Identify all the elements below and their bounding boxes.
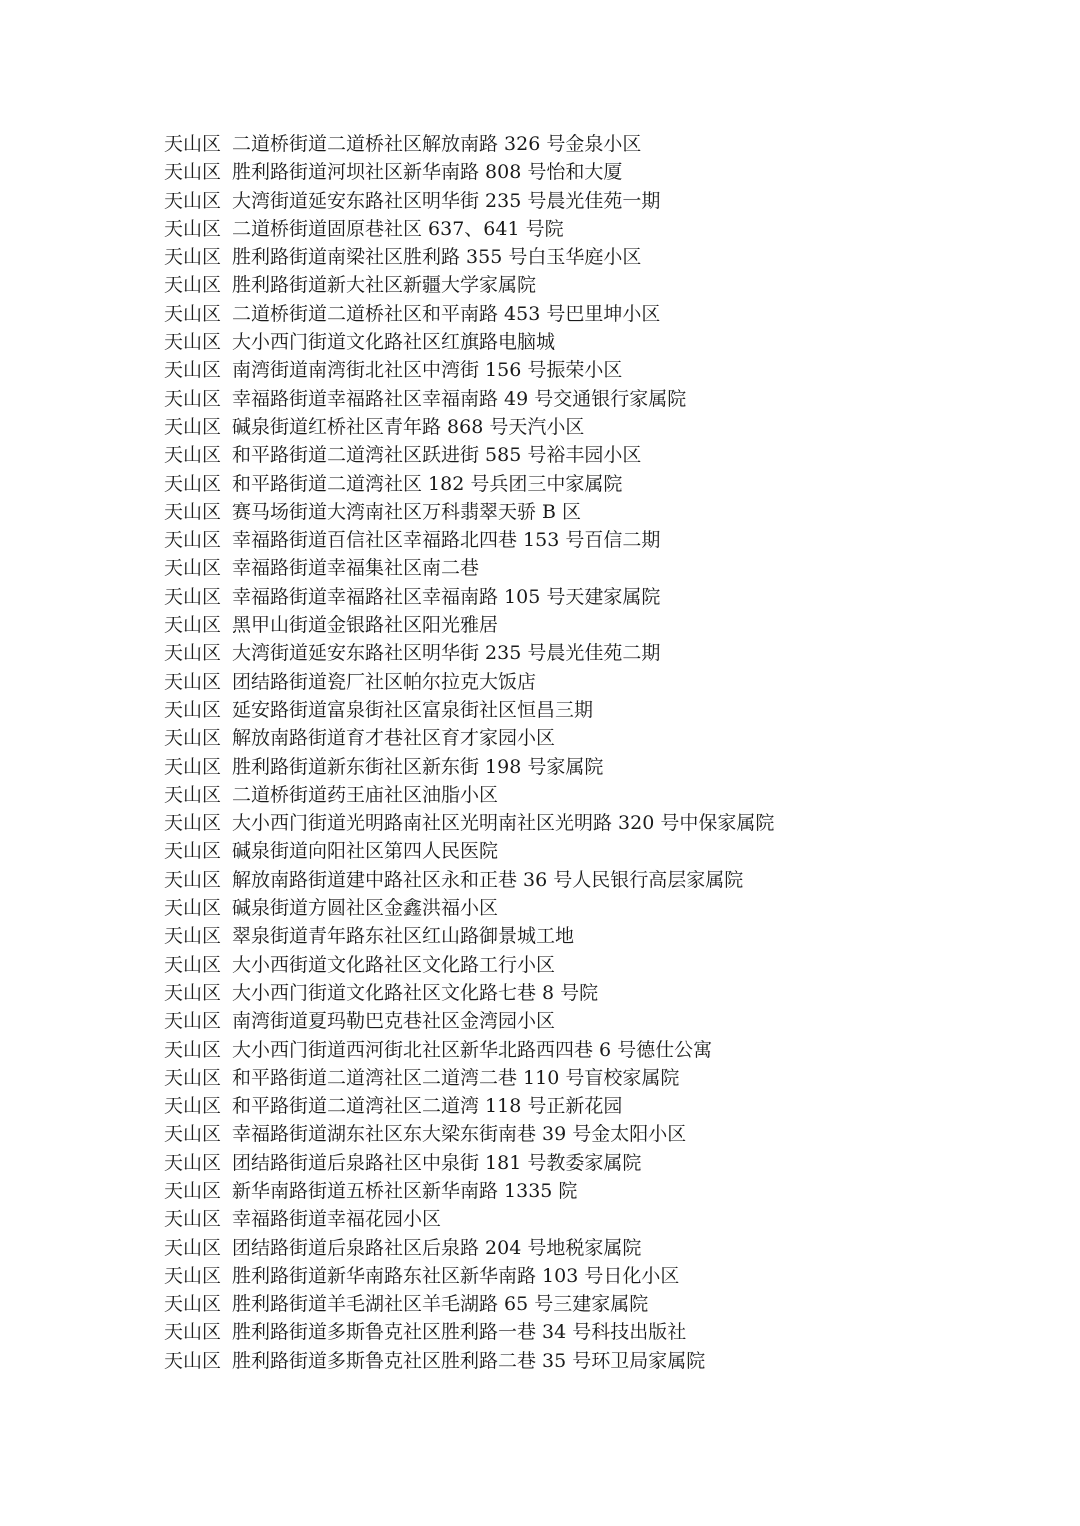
- location-text: 二道桥街道二道桥社区解放南路 326 号金泉小区: [232, 133, 642, 155]
- district-label: 天山区: [164, 642, 222, 665]
- district-label: 天山区: [164, 1151, 222, 1174]
- list-item: [164, 668, 774, 696]
- district-label: 天山区: [164, 755, 222, 778]
- list-item: [164, 356, 774, 384]
- list-item: [164, 837, 774, 865]
- district-label: 天山区: [164, 1066, 222, 1089]
- district-label: 天山区: [164, 1208, 222, 1231]
- district-label: 天山区: [164, 472, 222, 495]
- location-text: 幸福路街道幸福路社区幸福南路 105 号天建家属院: [232, 585, 661, 608]
- district-label: 天山区: [164, 1236, 222, 1259]
- district-label: 天山区: [164, 925, 222, 948]
- list-item: [164, 300, 774, 328]
- location-text: 解放南路街道建中路社区永和正巷 36 号人民银行高层家属院: [232, 868, 744, 891]
- location-text: 团结路街道瓷厂社区帕尔拉克大饭店: [232, 670, 537, 693]
- list-item: [164, 1290, 774, 1318]
- list-item: [164, 1177, 774, 1205]
- location-text: 黑甲山街道金银路社区阳光雅居: [232, 614, 499, 637]
- location-text: 新华南路街道五桥社区新华南路 1335 院: [232, 1179, 578, 1202]
- location-list: [164, 130, 774, 1375]
- district-label: 天山区: [164, 387, 222, 410]
- list-item: [164, 1347, 774, 1375]
- district-label: 天山区: [164, 783, 222, 806]
- location-text: 和平路街道二道湾社区 182 号兵团三中家属院: [232, 472, 623, 495]
- district-label: 天山区: [164, 897, 222, 920]
- location-text: 翠泉街道青年路东社区红山路御景城工地: [232, 925, 575, 948]
- list-item: [164, 583, 774, 611]
- location-text: 南湾街道南湾街北社区中湾街 156 号振荣小区: [232, 359, 623, 382]
- list-item: [164, 1234, 774, 1262]
- location-text: 胜利路街道南梁社区胜利路 355 号白玉华庭小区: [232, 246, 642, 269]
- location-text: 大小西门街道西河街北社区新华北路西四巷 6 号德仕公寓: [232, 1038, 713, 1061]
- list-item: [164, 1205, 774, 1233]
- district-label: 天山区: [164, 585, 222, 608]
- district-label: 天山区: [164, 217, 222, 240]
- district-label: 天山区: [164, 359, 222, 382]
- location-text: 大小西街道文化路社区文化路工行小区: [232, 953, 556, 976]
- location-text: 大湾街道延安东路社区明华街 235 号晨光佳苑二期: [232, 642, 661, 665]
- location-text: 解放南路街道育才巷社区育才家园小区: [232, 727, 556, 750]
- location-text: 二道桥街道药王庙社区油脂小区: [232, 783, 499, 806]
- district-label: 天山区: [164, 302, 222, 325]
- location-text: 幸福路街道幸福花园小区: [232, 1208, 442, 1231]
- location-text: 二道桥街道二道桥社区和平南路 453 号巴里坤小区: [232, 302, 661, 325]
- list-item: [164, 1036, 774, 1064]
- location-text: 延安路街道富泉街社区富泉街社区恒昌三期: [232, 698, 594, 721]
- district-label: 天山区: [164, 670, 222, 693]
- location-text: 胜利路街道河坝社区新华南路 808 号怡和大厦: [232, 161, 623, 184]
- location-text: 和平路街道二道湾社区二道湾 118 号正新花园: [232, 1095, 623, 1118]
- list-item: [164, 158, 774, 186]
- list-item: [164, 526, 774, 554]
- list-item: [164, 894, 774, 922]
- list-item: [164, 979, 774, 1007]
- list-item: [164, 1092, 774, 1120]
- location-text: 赛马场街道大湾南社区万科翡翠天骄 B 区: [232, 500, 582, 523]
- location-text: 幸福路街道幸福路社区幸福南路 49 号交通银行家属院: [232, 387, 687, 410]
- list-item: [164, 1064, 774, 1092]
- district-label: 天山区: [164, 1123, 222, 1146]
- district-label: 天山区: [164, 953, 222, 976]
- district-label: 天山区: [164, 1293, 222, 1316]
- location-text: 碱泉街道红桥社区青年路 868 号天汽小区: [232, 415, 585, 438]
- district-label: 天山区: [164, 189, 222, 212]
- list-item: [164, 470, 774, 498]
- location-text: 幸福路街道幸福集社区南二巷: [232, 557, 480, 580]
- list-item: [164, 130, 774, 158]
- list-item: [164, 951, 774, 979]
- list-item: [164, 724, 774, 752]
- district-label: 天山区: [164, 246, 222, 269]
- district-label: 天山区: [164, 981, 222, 1004]
- district-label: 天山区: [164, 727, 222, 750]
- list-item: [164, 385, 774, 413]
- location-text: 团结路街道后泉路社区中泉街 181 号教委家属院: [232, 1151, 642, 1174]
- location-text: 幸福路街道湖东社区东大梁东街南巷 39 号金太阳小区: [232, 1123, 687, 1146]
- district-label: 天山区: [164, 161, 222, 184]
- location-text: 和平路街道二道湾社区跃进街 585 号裕丰园小区: [232, 444, 642, 467]
- list-item: [164, 809, 774, 837]
- location-text: 大小西门街道文化路社区红旗路电脑城: [232, 331, 556, 354]
- district-label: 天山区: [164, 1038, 222, 1061]
- list-item: [164, 611, 774, 639]
- location-text: 胜利路街道新大社区新疆大学家属院: [232, 274, 537, 297]
- list-item: [164, 243, 774, 271]
- list-item: [164, 328, 774, 356]
- district-label: 天山区: [164, 1179, 222, 1202]
- location-text: 胜利路街道新东街社区新东街 198 号家属院: [232, 755, 604, 778]
- list-item: [164, 753, 774, 781]
- district-label: 天山区: [164, 331, 222, 354]
- list-item: [164, 554, 774, 582]
- location-text: 胜利路街道新华南路东社区新华南路 103 号日化小区: [232, 1264, 680, 1287]
- location-text: 大小西门街道文化路社区文化路七巷 8 号院: [232, 981, 599, 1004]
- district-label: 天山区: [164, 1010, 222, 1033]
- location-text: 团结路街道后泉路社区后泉路 204 号地税家属院: [232, 1236, 642, 1259]
- list-item: [164, 1149, 774, 1177]
- location-text: 和平路街道二道湾社区二道湾二巷 110 号盲校家属院: [232, 1066, 680, 1089]
- list-item: [164, 413, 774, 441]
- list-item: [164, 1120, 774, 1148]
- list-item: [164, 441, 774, 469]
- list-item: [164, 866, 774, 894]
- location-text: 胜利路街道多斯鲁克社区胜利路一巷 34 号科技出版社: [232, 1321, 687, 1344]
- list-item: [164, 1318, 774, 1346]
- location-text: 大小西门街道光明路南社区光明南社区光明路 320 号中保家属院: [232, 812, 775, 835]
- district-label: 天山区: [164, 274, 222, 297]
- location-text: 二道桥街道固原巷社区 637、641 号院: [232, 217, 564, 240]
- district-label: 天山区: [164, 868, 222, 891]
- district-label: 天山区: [164, 444, 222, 467]
- location-text: 碱泉街道向阳社区第四人民医院: [232, 840, 499, 863]
- location-text: 碱泉街道方圆社区金鑫洪福小区: [232, 897, 499, 920]
- list-item: [164, 187, 774, 215]
- location-text: 大湾街道延安东路社区明华街 235 号晨光佳苑一期: [232, 189, 661, 212]
- list-item: [164, 215, 774, 243]
- district-label: 天山区: [164, 415, 222, 438]
- district-label: 天山区: [164, 557, 222, 580]
- district-label: 天山区: [164, 133, 222, 155]
- list-item: [164, 639, 774, 667]
- list-item: [164, 1262, 774, 1290]
- location-text: 胜利路街道多斯鲁克社区胜利路二巷 35 号环卫局家属院: [232, 1349, 706, 1372]
- location-text: 胜利路街道羊毛湖社区羊毛湖路 65 号三建家属院: [232, 1293, 649, 1316]
- district-label: 天山区: [164, 1349, 222, 1372]
- list-item: [164, 922, 774, 950]
- district-label: 天山区: [164, 698, 222, 721]
- list-item: [164, 696, 774, 724]
- district-label: 天山区: [164, 500, 222, 523]
- district-label: 天山区: [164, 614, 222, 637]
- district-label: 天山区: [164, 840, 222, 863]
- district-label: 天山区: [164, 529, 222, 552]
- district-label: 天山区: [164, 812, 222, 835]
- list-item: [164, 498, 774, 526]
- location-text: 南湾街道夏玛勒巴克巷社区金湾园小区: [232, 1010, 556, 1033]
- list-item: [164, 1007, 774, 1035]
- district-label: 天山区: [164, 1321, 222, 1344]
- location-text: 幸福路街道百信社区幸福路北四巷 153 号百信二期: [232, 529, 661, 552]
- list-item: [164, 781, 774, 809]
- district-label: 天山区: [164, 1095, 222, 1118]
- list-item: [164, 271, 774, 299]
- district-label: 天山区: [164, 1264, 222, 1287]
